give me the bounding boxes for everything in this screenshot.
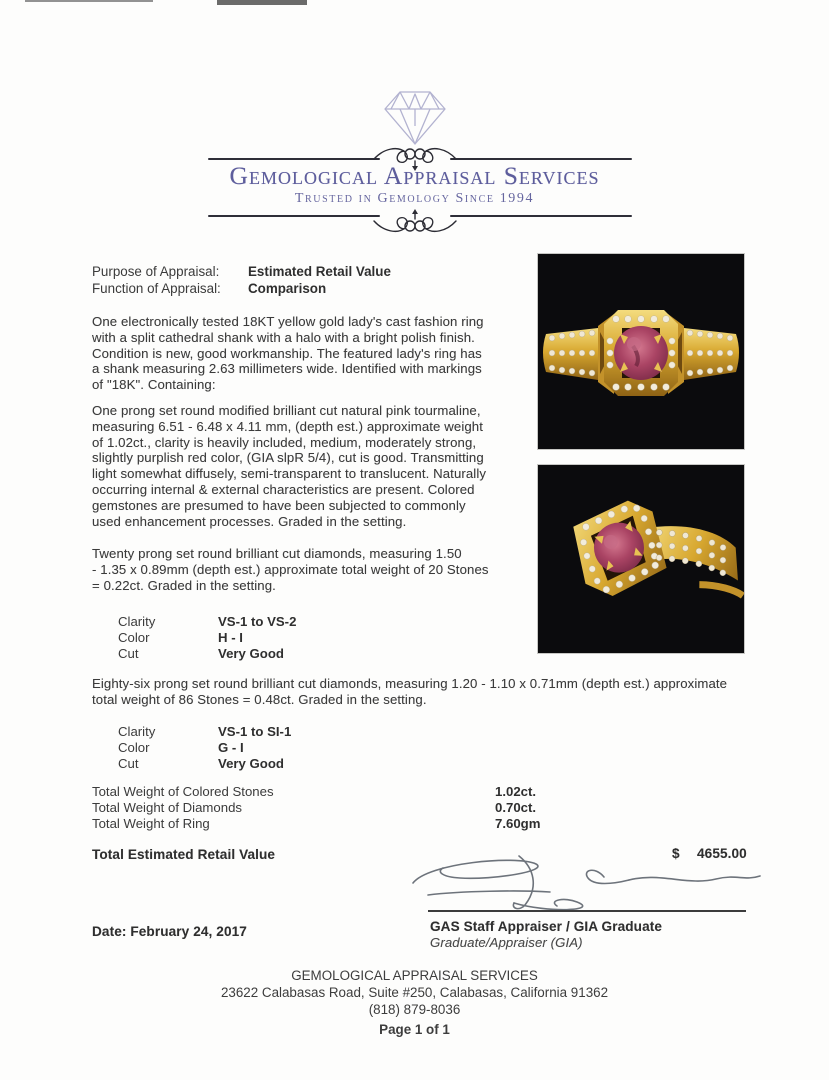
table-row [92,800,540,816]
diamond-logo-icon [360,86,470,148]
cut-value: Very Good [218,646,284,661]
retail-value-label: Total Estimated Retail Value [92,847,276,862]
color-label: Color [118,740,150,755]
twenty-diamonds-paragraph [92,546,562,593]
color-label: Color [118,630,150,645]
table-row [118,614,296,630]
eightysix-diamonds-paragraph [92,676,782,708]
text-line: - 1.35 x 0.89mm (depth est.) approximate total weight of 20 Stones [92,561,489,577]
table-row [92,816,540,832]
text-line: light somewhat diffusely, semi-transparent to translucent. Naturally [92,466,487,482]
scan-artifact [25,0,153,2]
text-line: a shank measuring 2.63 millimeters wide. Identified with markings [92,361,482,377]
ring-description-paragraph [92,314,542,393]
function-row [92,280,391,297]
cut-label: Cut [118,756,139,771]
text-line: slightly purplish red color, (GIA slpR 5/4), cut is good. Transmitting [92,450,484,466]
page-number: Page 1 of 1 [379,1022,450,1037]
function-label: Function of Appraisal: [92,281,221,296]
table-row [118,646,296,662]
currency-symbol: $ [672,846,680,861]
cut-value: Very Good [218,756,284,771]
text-line: of "18K". Containing: [92,377,216,393]
text-line: measuring 6.51 - 6.48 x 4.11 mm, (depth est.) approximate weight [92,418,483,434]
scan-artifact [217,0,307,5]
purpose-label: Purpose of Appraisal: [92,264,220,279]
footer-address: 23622 Calabasas Road, Suite #250, Calabasas, California 91362 [220,985,609,1000]
ring-photo-angled-view [537,464,745,654]
diamond-grade-table-1 [118,614,296,662]
tourmaline-description-paragraph [92,403,547,529]
purpose-value: Estimated Retail Value [248,264,391,279]
cut-label: Cut [118,646,139,661]
text-line: occurring internal & external characteristics are present. Colored [92,481,475,497]
function-value: Comparison [248,281,327,296]
table-row [118,724,291,740]
ring-weight-value: 7.60gm [495,815,541,831]
org-tagline: Trusted in Gemology Since 1994 [294,191,535,206]
text-line: with a split cathedral shank with a halo with a bright polish finish. [92,329,475,345]
text-line: One electronically tested 18KT yellow gold lady's cast fashion ring [92,314,484,329]
purpose-row [92,263,391,280]
text-line: Eighty-six prong set round brilliant cut diamonds, measuring 1.20 - 1.10 x 0.71mm (depth est.) approximate [92,676,728,691]
scroll-ornament-icon [372,208,458,240]
clarity-value: VS-1 to VS-2 [218,614,297,629]
colored-stones-weight-value: 1.02ct. [495,784,537,799]
letterhead-rule [450,158,632,160]
text-line: Twenty prong set round brilliant cut diamonds, measuring 1.50 [92,546,462,561]
diamond-grade-table-2 [118,724,291,772]
table-row [118,740,291,756]
footer-phone: (818) 879-8036 [368,1002,461,1017]
clarity-label: Clarity [118,724,156,739]
letterhead-rule [208,215,380,217]
color-value: G - I [218,740,244,755]
signature-line [428,910,746,912]
letterhead-rule [450,215,632,217]
diamonds-weight-label: Total Weight of Diamonds [92,799,243,815]
table-row [118,630,296,646]
signer-title: GAS Staff Appraiser / GIA Graduate [430,919,663,934]
table-row [92,784,540,800]
retail-value-amount: 4655.00 [697,846,747,861]
ring-photo-top-view [537,253,745,450]
text-line: total weight of 86 Stones = 0.48ct. Graded in the setting. [92,691,427,707]
signer-subtitle: Graduate/Appraiser (GIA) [430,935,583,950]
clarity-value: VS-1 to SI-1 [218,724,292,739]
letterhead-rule [208,158,380,160]
table-row [118,756,291,772]
text-line: One prong set round modified brilliant cut natural pink tourmaline, [92,403,481,418]
text-line: gemstones are presumed to have been subjected to commonly [92,497,466,513]
appraisal-info [92,263,391,297]
diamonds-weight-value: 0.70ct. [495,799,537,815]
clarity-label: Clarity [118,614,156,629]
text-line: of 1.02ct., clarity is heavily included, medium, moderately strong, [92,434,477,450]
color-value: H - I [218,630,243,645]
org-title: Gemological Appraisal Services [229,161,600,190]
signer-block [430,919,662,951]
ring-weight-label: Total Weight of Ring [92,815,210,831]
colored-stones-weight-label: Total Weight of Colored Stones [92,784,274,799]
text-line: = 0.22ct. Graded in the setting. [92,577,276,593]
appraisal-date: Date: February 24, 2017 [92,924,247,939]
footer-org-name: GEMOLOGICAL APPRAISAL SERVICES [291,968,538,983]
text-line: Condition is new, good workmanship. The featured lady's ring has [92,345,482,361]
text-line: used enhancement processes. Graded in the setting. [92,513,407,529]
signature-ink [398,853,766,915]
weights-summary [92,784,540,831]
